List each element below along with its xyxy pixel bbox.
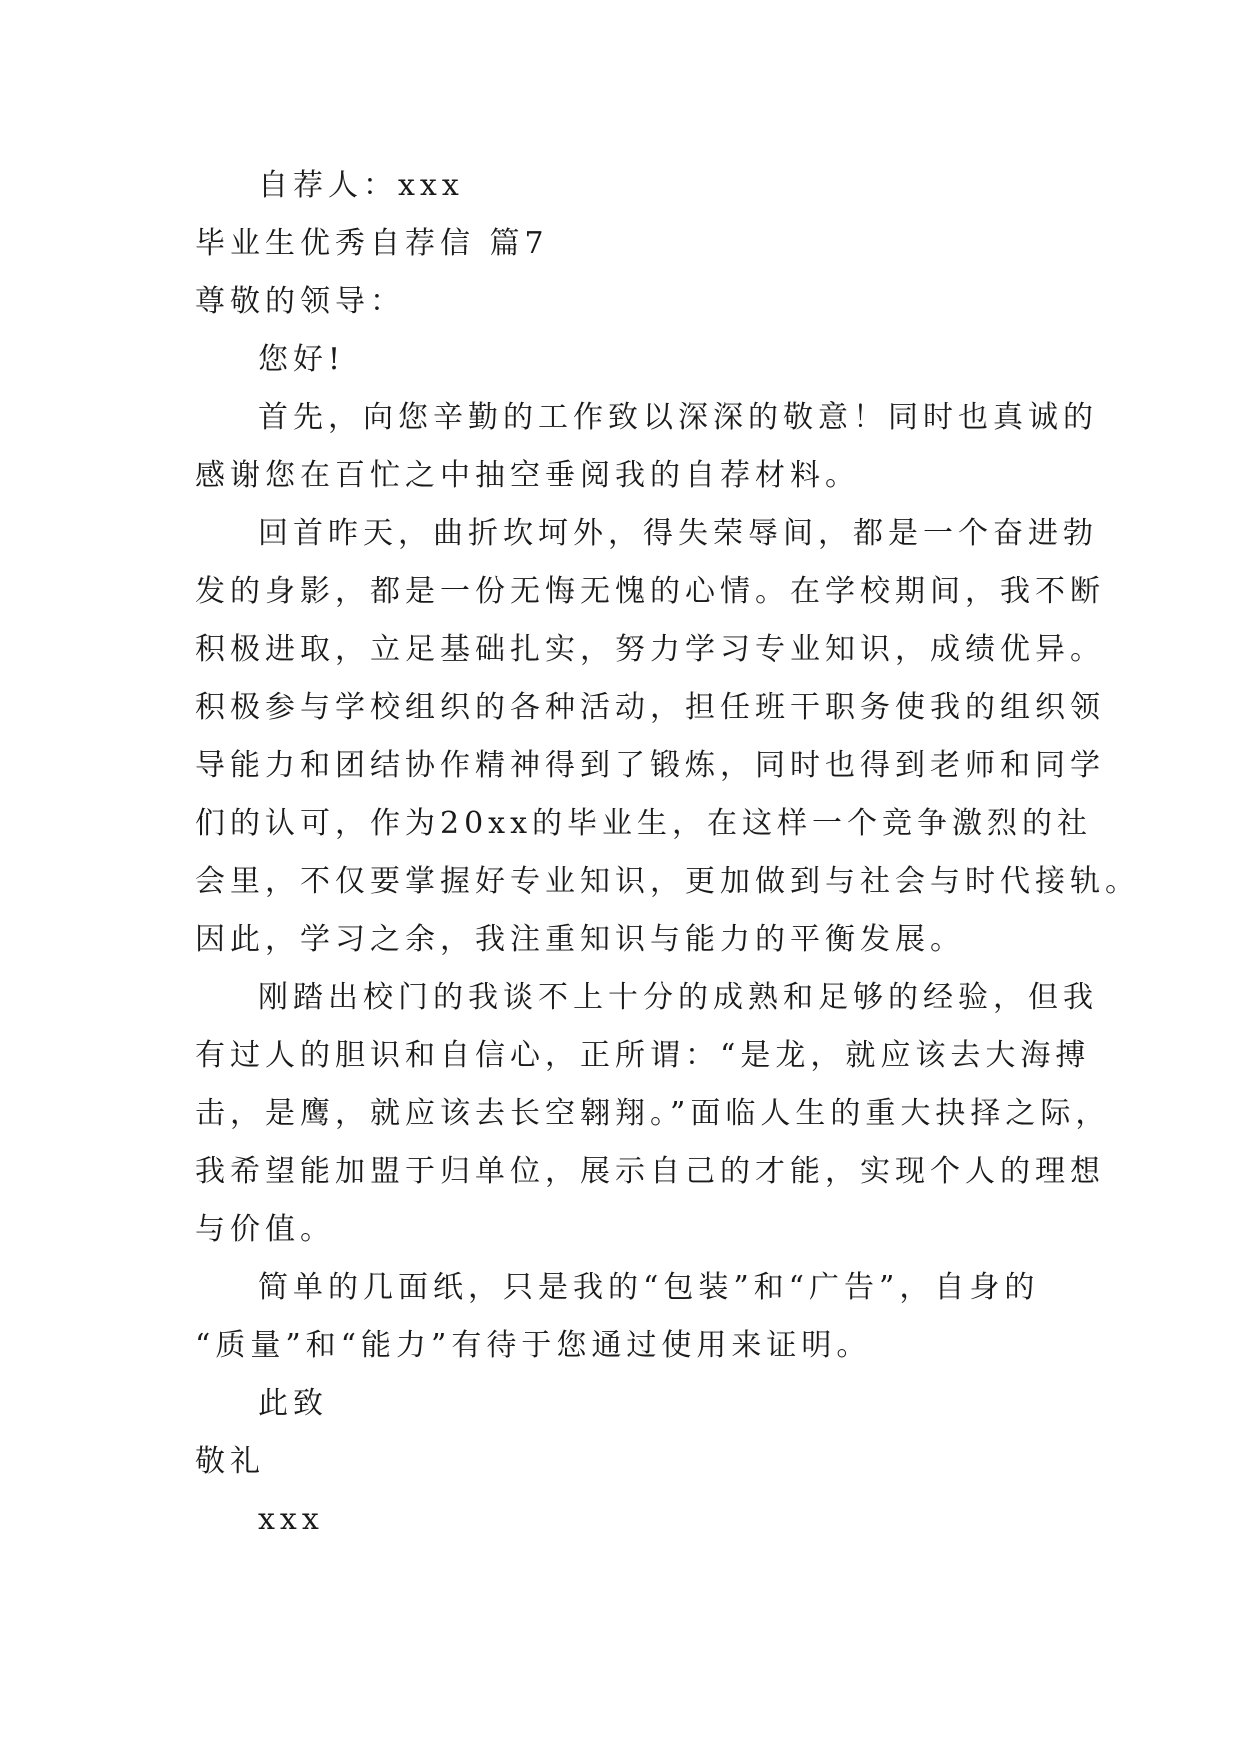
paragraph-2-line-7: 会里，不仅要掌握好专业知识，更加做到与社会与时代接轨。 [195, 864, 1140, 899]
paragraph-3-line-4: 我希望能加盟于归单位，展示自己的才能，实现个人的理想 [195, 1154, 1105, 1189]
paragraph-2-line-3: 积极进取，立足基础扎实，努力学习专业知识，成绩优异。 [195, 632, 1105, 667]
paragraph-2-line-6: 们的认可，作为20xx的毕业生，在这样一个竞争激烈的社 [195, 806, 1093, 841]
paragraph-3-line-1: 刚踏出校门的我谈不上十分的成熟和足够的经验，但我 [258, 980, 1098, 1015]
closing-line-2: 敬礼 [195, 1444, 265, 1479]
paragraph-1-line-1: 首先，向您辛勤的工作致以深深的敬意！同时也真诚的 [258, 400, 1098, 435]
recommender-signature-top: 自荐人：xxx [258, 168, 464, 203]
paragraph-2-line-1: 回首昨天，曲折坎坷外，得失荣辱间，都是一个奋进勃 [258, 516, 1098, 551]
paragraph-2-line-5: 导能力和团结协作精神得到了锻炼，同时也得到老师和同学 [195, 748, 1105, 783]
paragraph-3-line-2: 有过人的胆识和自信心，正所谓：“是龙，就应该去大海搏 [195, 1038, 1091, 1073]
section-title: 毕业生优秀自荐信 篇7 [195, 226, 549, 261]
paragraph-3-line-3: 击，是鹰，就应该去长空翱翔。”面临人生的重大抉择之际， [195, 1096, 1111, 1131]
closing-line-1: 此致 [258, 1386, 328, 1421]
paragraph-4-line-2: “质量”和“能力”有待于您通过使用来证明。 [195, 1328, 872, 1363]
paragraph-2-line-2: 发的身影，都是一份无悔无愧的心情。在学校期间，我不断 [195, 574, 1105, 609]
signature: xxx [258, 1502, 324, 1537]
paragraph-2-line-8: 因此，学习之余，我注重知识与能力的平衡发展。 [195, 922, 965, 957]
greeting: 您好! [258, 342, 346, 377]
paragraph-2-line-4: 积极参与学校组织的各种活动，担任班干职务使我的组织领 [195, 690, 1105, 725]
paragraph-1-line-2: 感谢您在百忙之中抽空垂阅我的自荐材料。 [195, 458, 860, 493]
paragraph-4-line-1: 简单的几面纸，只是我的“包装”和“广告”，自身的 [258, 1270, 1040, 1305]
salutation: 尊敬的领导： [195, 284, 405, 319]
paragraph-3-line-5: 与价值。 [195, 1212, 335, 1247]
